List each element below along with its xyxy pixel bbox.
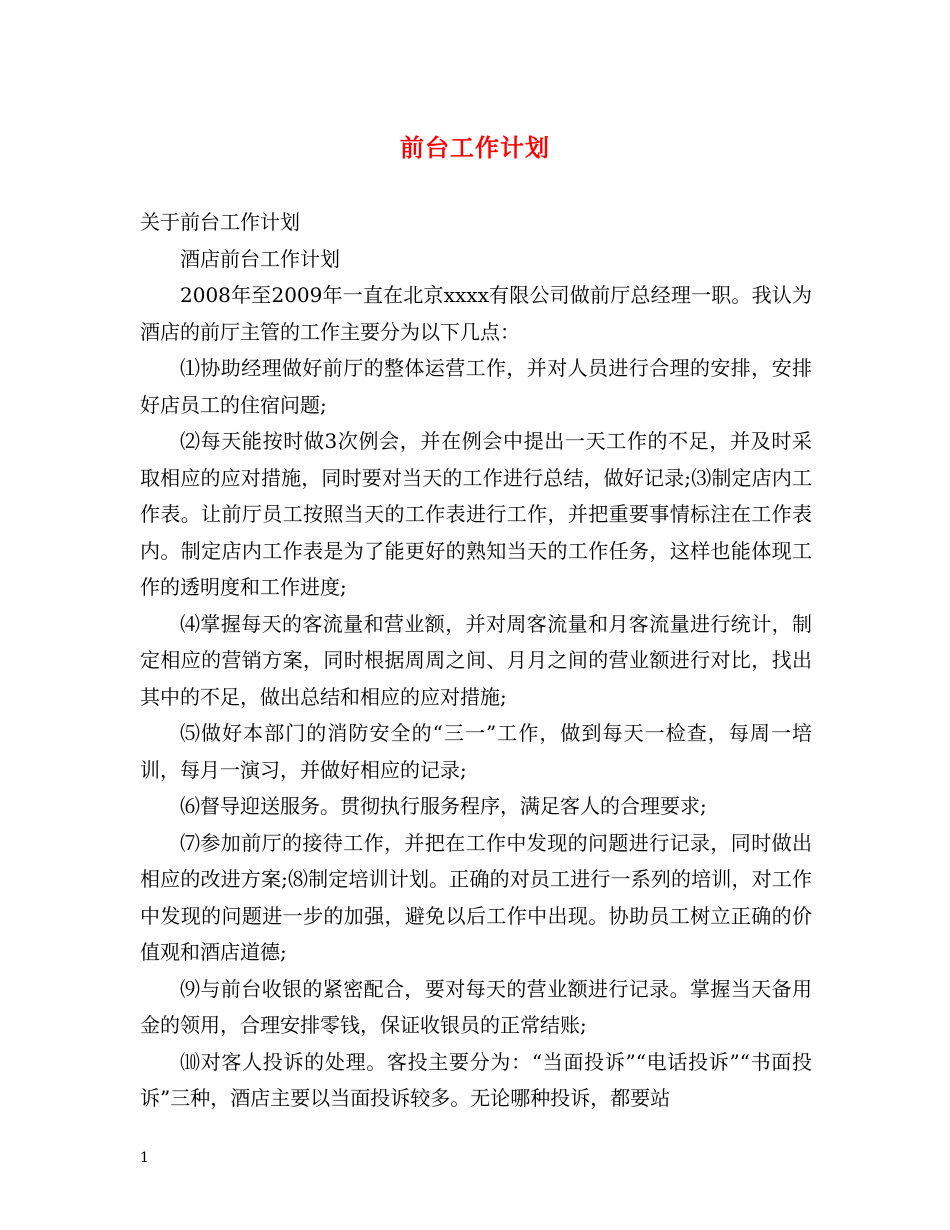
- paragraph: ⑸做好本部门的消防安全的“三一”工作，做到每天一检查，每周一培训，每月一演习，并做好相应的记录;: [140, 721, 812, 782]
- document-body: [140, 204, 812, 1117]
- paragraph: ⑺参加前厅的接待工作，并把在工作中发现的问题进行记录，同时做出相应的改进方案;⑻制定培训计划。正确的对员工进行一系列的培训，对工作中发现的问题进一步的加强，避免以后工作中出现。协助员工树立正确的价值观和酒店道德;: [140, 830, 812, 964]
- paragraph: ⑹督导迎送服务。贯彻执行服务程序，满足客人的合理要求;: [180, 794, 707, 818]
- paragraph-heading: 关于前台工作计划: [140, 210, 300, 234]
- paragraph: ⑼与前台收银的紧密配合，要对每天的营业额进行记录。掌握当天备用金的领用，合理安排零钱，保证收银员的正常结账;: [140, 976, 812, 1037]
- page-number: 1: [140, 1150, 149, 1166]
- paragraph: 2008年至2009年一直在北京xxxx有限公司做前厅总经理一职。我认为酒店的前厅主管的工作主要分为以下几点：: [140, 283, 812, 344]
- paragraph: 酒店前台工作计划: [180, 246, 340, 271]
- paragraph: ⑴协助经理做好前厅的整体运营工作，并对人员进行合理的安排，安排好店员工的住宿问题;: [140, 356, 812, 417]
- paragraph: ⑽对客人投诉的处理。客投主要分为：“当面投诉”“电话投诉”“书面投诉”三种，酒店主要以当面投诉较多。无论哪种投诉，都要站: [140, 1049, 812, 1110]
- paragraph: ⑵每天能按时做3次例会，并在例会中提出一天工作的不足，并及时采取相应的应对措施，同时要对当天的工作进行总结，做好记录;⑶制定店内工作表。让前厅员工按照当天的工作表进行工作，并把重要事情标注在工作表内。制定店内工作表是为了能更好的熟知当天的工作任务，这样也能体现工作的透明度和工作进度;: [140, 429, 812, 599]
- document-title: 前台工作计划: [400, 133, 550, 162]
- paragraph: ⑷掌握每天的客流量和营业额，并对周客流量和月客流量进行统计，制定相应的营销方案，同时根据周周之间、月月之间的营业额进行对比，找出其中的不足，做出总结和相应的应对措施;: [140, 611, 812, 709]
